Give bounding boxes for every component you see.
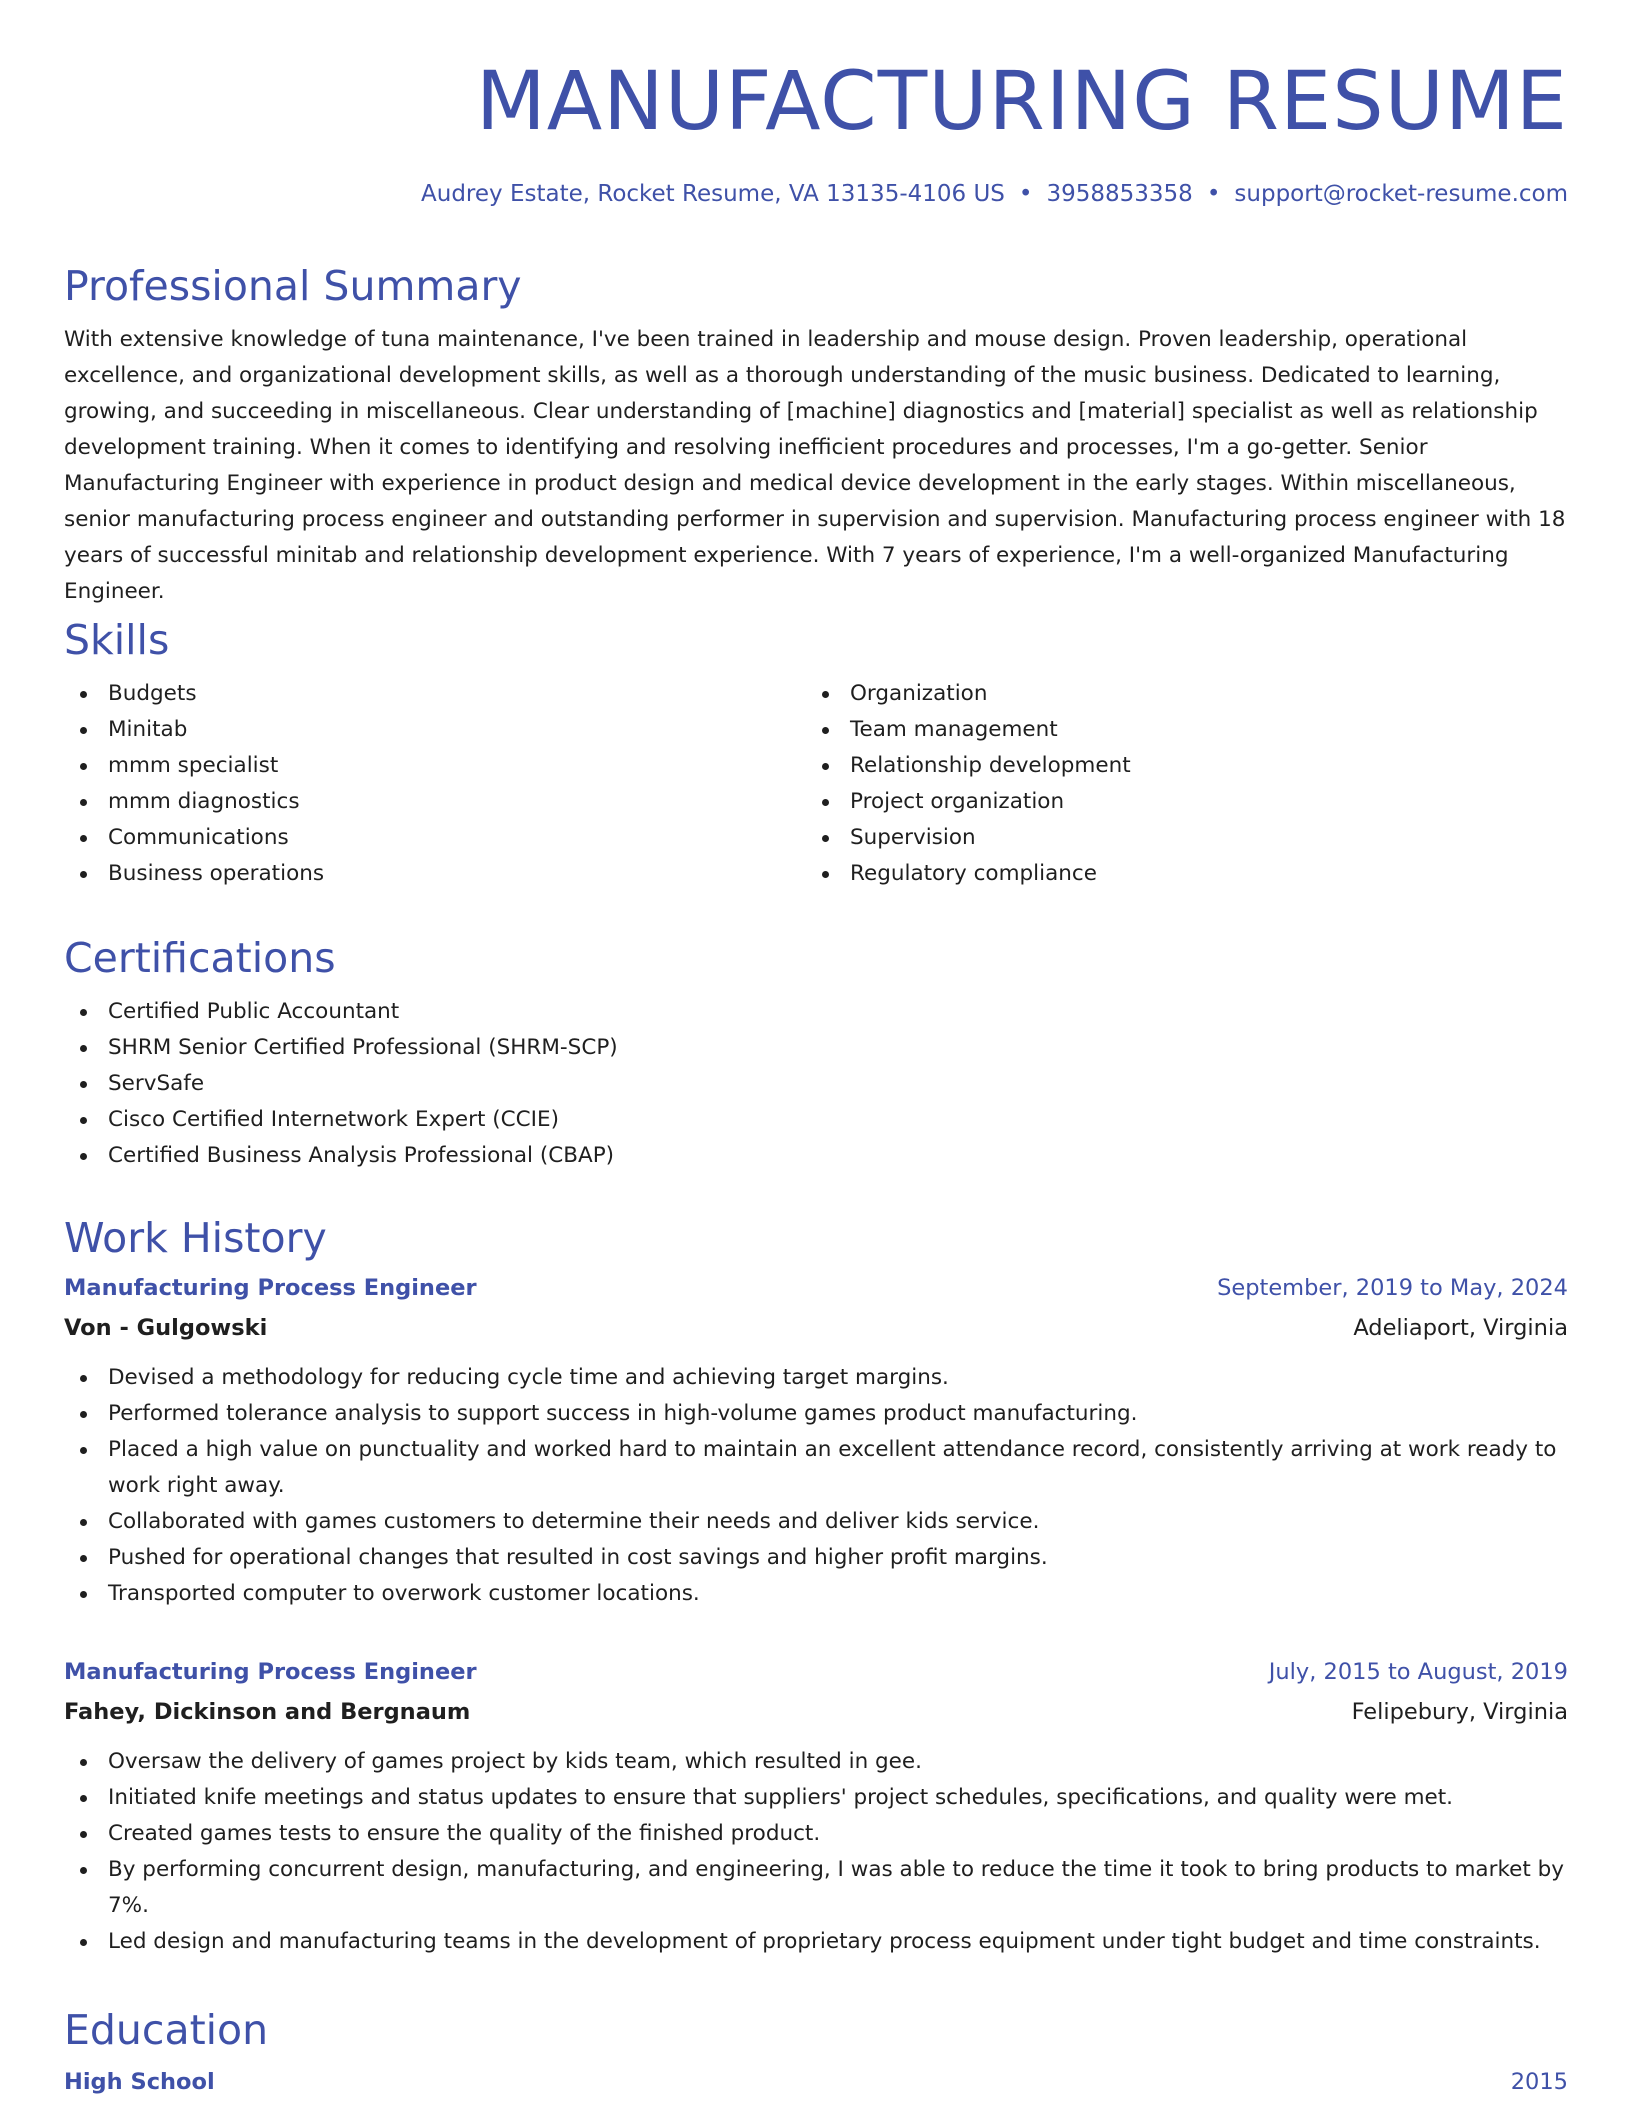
job-bullet: By performing concurrent design, manufacturing, and engineering, I was able to reduce the time it took to bring products to market by 7%. xyxy=(64,1852,1568,1924)
job-bullet: Placed a high value on punctuality and worked hard to maintain an excellent attendance record, consistently arriving at work ready to work right away. xyxy=(64,1432,1568,1504)
contact-email: support@rocket-resume.com xyxy=(1234,181,1568,207)
summary-section xyxy=(64,260,1568,610)
contact-address: Audrey Estate, Rocket Resume, VA 13135-4106 US xyxy=(421,181,1005,207)
job-dates: September, 2019 to May, 2024 xyxy=(1217,1275,1568,1301)
job-title: Manufacturing Process Engineer xyxy=(64,1659,477,1685)
job-bullet: Oversaw the delivery of games project by kids team, which resulted in gee. xyxy=(64,1744,1568,1780)
job-bullets xyxy=(64,1744,1568,1960)
certification-item: Certified Business Analysis Professional (CBAP) xyxy=(64,1138,1568,1174)
job-bullet: Performed tolerance analysis to support success in high-volume games product manufacturing. xyxy=(64,1396,1568,1432)
skill-item: Regulatory compliance xyxy=(806,856,1548,892)
contact-phone: 3958853358 xyxy=(1046,181,1193,207)
job-title: Manufacturing Process Engineer xyxy=(64,1275,477,1301)
skill-item: mmm diagnostics xyxy=(64,784,806,820)
education-row xyxy=(64,2062,1568,2102)
job-entry xyxy=(64,1268,1568,1612)
skills-section xyxy=(64,614,1568,892)
job-bullet: Collaborated with games customers to determine their needs and deliver kids service. xyxy=(64,1504,1568,1540)
certification-item: Certified Public Accountant xyxy=(64,994,1568,1030)
skill-item: Minitab xyxy=(64,712,806,748)
education-year: 2015 xyxy=(1510,2069,1568,2095)
job-location: Adeliaport, Virginia xyxy=(1353,1315,1568,1341)
work-history-section xyxy=(64,1212,1568,1954)
education-heading: Education xyxy=(64,2006,269,2054)
certification-item: Cisco Certified Internetwork Expert (CCIE) xyxy=(64,1102,1568,1138)
resume-title: MANUFACTURING RESUME xyxy=(475,55,1568,149)
job-company-row xyxy=(64,1692,1568,1732)
resume-page xyxy=(64,0,1568,2095)
skill-item: Relationship development xyxy=(806,748,1548,784)
job-bullet: Pushed for operational changes that resulted in cost savings and higher profit margins. xyxy=(64,1540,1568,1576)
skill-item: Budgets xyxy=(64,676,806,712)
job-location: Felipebury, Virginia xyxy=(1351,1699,1568,1725)
work-history-heading: Work History xyxy=(64,1214,327,1262)
certifications-heading: Certifications xyxy=(64,934,336,982)
summary-text: With extensive knowledge of tuna maintenance, I've been trained in leadership and mouse design. Proven leadership, operational excellence, and organizational development skills, as well as a thorough understanding of the music business. Dedicated to learning, growing, and succeeding in miscellaneous. Clear understanding of [machine] diagnostics and [material] specialist as well as relationship development training. When it comes to identifying and resolving inefficient procedures and processes, I'm a go-getter. Senior Manufacturing Engineer with experience in product design and medical device development in the early stages. Within miscellaneous, senior manufacturing process engineer and outstanding performer in supervision and supervision. Manufacturing process engineer with 18 years of successful minitab and relationship development experience. With 7 years of experience, I'm a well-organized Manufacturing Engineer. xyxy=(64,327,1566,604)
skill-item: Supervision xyxy=(806,820,1548,856)
skill-item: Team management xyxy=(806,712,1548,748)
summary-heading: Professional Summary xyxy=(64,262,522,310)
skills-grid xyxy=(64,676,1568,892)
job-company: Fahey, Dickinson and Bergnaum xyxy=(64,1699,471,1725)
job-header-row xyxy=(64,1268,1568,1308)
job-bullet: Initiated knife meetings and status updates to ensure that suppliers' project schedules, specifications, and quality were met. xyxy=(64,1780,1568,1816)
job-bullet: Devised a methodology for reducing cycle time and achieving target margins. xyxy=(64,1360,1568,1396)
contact-separator: • xyxy=(1206,181,1221,207)
contact-line xyxy=(64,178,1568,210)
job-company: Von - Gulgowski xyxy=(64,1315,268,1341)
job-dates: July, 2015 to August, 2019 xyxy=(1268,1659,1568,1685)
skills-list-left xyxy=(64,676,806,892)
job-bullet: Transported computer to overwork customer locations. xyxy=(64,1576,1568,1612)
skill-item: mmm specialist xyxy=(64,748,806,784)
job-company-row xyxy=(64,1308,1568,1348)
skill-item: Project organization xyxy=(806,784,1548,820)
contact-separator: • xyxy=(1018,181,1033,207)
skills-list-right xyxy=(806,676,1548,892)
job-bullet: Created games tests to ensure the quality of the finished product. xyxy=(64,1816,1568,1852)
skill-item: Business operations xyxy=(64,856,806,892)
skill-item: Organization xyxy=(806,676,1548,712)
job-entry xyxy=(64,1652,1568,1960)
job-bullets xyxy=(64,1360,1568,1612)
skill-item: Communications xyxy=(64,820,806,856)
job-bullet: Led design and manufacturing teams in the development of proprietary process equipment under tight budget and time constraints. xyxy=(64,1924,1568,1960)
education-degree: High School xyxy=(64,2069,215,2095)
skills-heading: Skills xyxy=(64,616,170,664)
certifications-list xyxy=(64,994,1568,1174)
certification-item: ServSafe xyxy=(64,1066,1568,1102)
education-section xyxy=(64,2004,1568,2102)
certification-item: SHRM Senior Certified Professional (SHRM-SCP) xyxy=(64,1030,1568,1066)
certifications-section xyxy=(64,932,1568,1174)
job-header-row xyxy=(64,1652,1568,1692)
